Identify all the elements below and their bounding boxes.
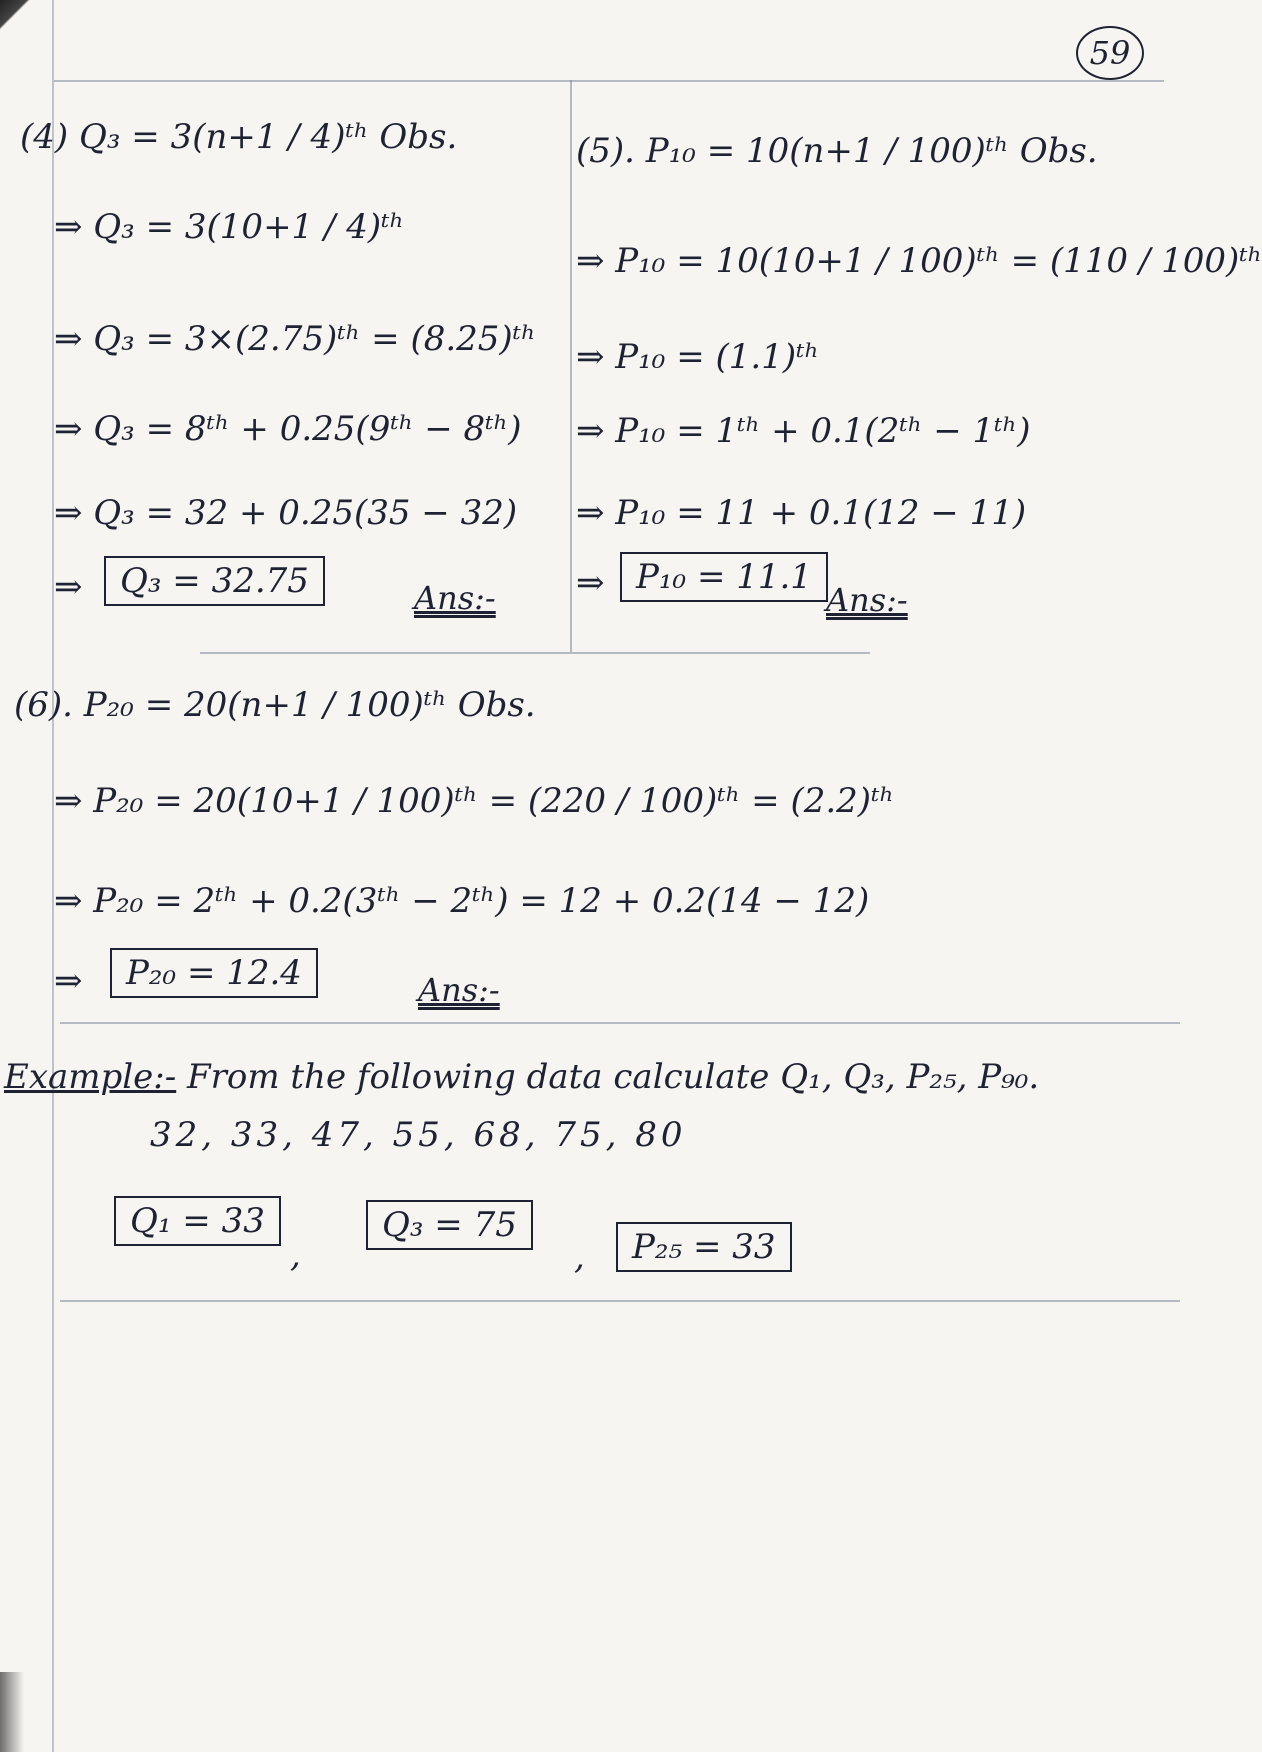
ruled-line xyxy=(54,80,1164,82)
q3-answer-box: Q₃ = 75 xyxy=(366,1200,533,1250)
column-divider xyxy=(570,80,572,652)
p25-answer-box: P₂₅ = 33 xyxy=(616,1222,792,1272)
p20-result-arrow: ⇒ xyxy=(54,961,83,1001)
separator: , xyxy=(574,1237,585,1277)
example-label: Example:- xyxy=(4,1057,177,1097)
section-divider xyxy=(60,1300,1180,1302)
q3-result-box: Q₃ = 32.75 xyxy=(104,556,325,606)
p20-substitution: ⇒ P₂₀ = 20(10+1 / 100)ᵗʰ = (220 / 100)ᵗʰ = (2.2)ᵗʰ xyxy=(54,781,895,821)
q3-substitution: ⇒ Q₃ = 3(10+1 / 4)ᵗʰ xyxy=(54,207,405,247)
p20-answer-label: Ans:- xyxy=(418,971,500,1009)
p20-result-box: P₂₀ = 12.4 xyxy=(110,948,318,998)
section-divider xyxy=(60,1022,1180,1024)
page-number: 59 xyxy=(1076,26,1144,80)
page-edge-shadow xyxy=(0,1672,24,1752)
p10-result-box: P₁₀ = 11.1 xyxy=(620,552,828,602)
example-data: 32, 33, 47, 55, 68, 75, 80 xyxy=(150,1115,687,1155)
p10-substitution: ⇒ P₁₀ = 10(10+1 / 100)ᵗʰ = (110 / 100)ᵗʰ xyxy=(576,241,1262,281)
q3-result-arrow: ⇒ xyxy=(54,567,83,607)
margin-line xyxy=(52,0,54,1752)
q3-formula: (4) Q₃ = 3(n+1 / 4)ᵗʰ Obs. xyxy=(20,117,458,157)
q3-answer-label: Ans:- xyxy=(414,579,496,617)
q3-step-5: ⇒ Q₃ = 32 + 0.25(35 − 32) xyxy=(54,493,518,533)
q3-step-3: ⇒ Q₃ = 3×(2.75)ᵗʰ = (8.25)ᵗʰ xyxy=(54,319,536,359)
p10-result-arrow: ⇒ xyxy=(576,563,605,603)
example-question: From the following data calculate Q₁, Q₃, P₂₅, P₉₀. xyxy=(187,1057,1040,1097)
p10-step-5: ⇒ P₁₀ = 11 + 0.1(12 − 11) xyxy=(576,493,1027,533)
page-corner-shadow xyxy=(0,0,30,30)
p10-answer-label: Ans:- xyxy=(826,581,908,619)
p10-formula: (5). P₁₀ = 10(n+1 / 100)ᵗʰ Obs. xyxy=(576,131,1098,171)
section-divider xyxy=(200,652,870,654)
separator: , xyxy=(290,1235,301,1275)
p20-formula: (6). P₂₀ = 20(n+1 / 100)ᵗʰ Obs. xyxy=(14,685,536,725)
p10-step-3: ⇒ P₁₀ = (1.1)ᵗʰ xyxy=(576,337,820,377)
q1-answer-box: Q₁ = 33 xyxy=(114,1196,281,1246)
q3-step-4: ⇒ Q₃ = 8ᵗʰ + 0.25(9ᵗʰ − 8ᵗʰ) xyxy=(54,409,522,449)
example-heading xyxy=(4,1057,1040,1097)
p20-interpolation: ⇒ P₂₀ = 2ᵗʰ + 0.2(3ᵗʰ − 2ᵗʰ) = 12 + 0.2(14 − 12) xyxy=(54,881,870,921)
p10-step-4: ⇒ P₁₀ = 1ᵗʰ + 0.1(2ᵗʰ − 1ᵗʰ) xyxy=(576,411,1031,451)
